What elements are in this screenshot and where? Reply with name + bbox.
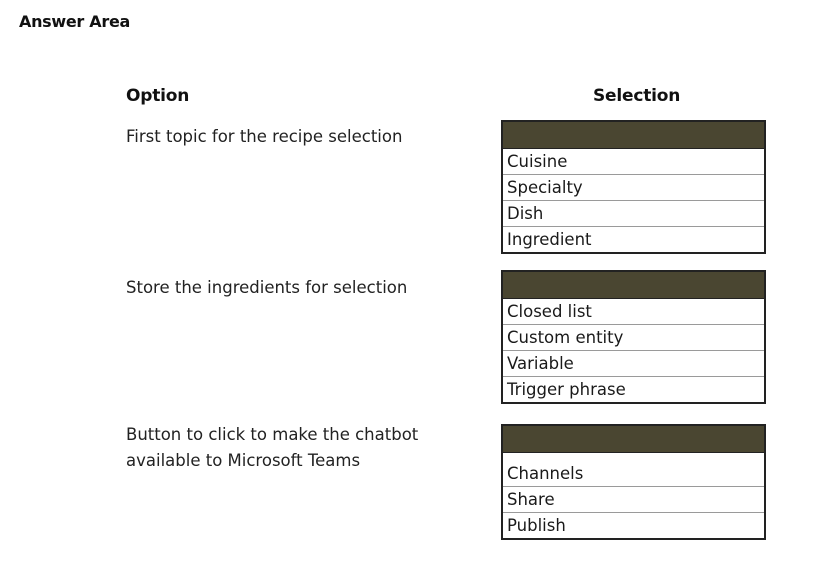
option-custom-entity[interactable]: Custom entity <box>503 325 764 351</box>
row-1-selection-dropdown[interactable] <box>501 120 766 254</box>
answer-area-title: Answer Area <box>19 12 131 31</box>
option-variable[interactable]: Variable <box>503 351 764 377</box>
option-trigger-phrase[interactable]: Trigger phrase <box>507 380 626 399</box>
option-column-header: Option <box>126 86 190 106</box>
row-3-label-line-1: Button to click to make the chatbot <box>126 425 419 444</box>
row-3-selection-dropdown[interactable] <box>501 424 766 540</box>
option-share[interactable]: Share <box>503 487 764 513</box>
option-channels[interactable]: Channels <box>503 461 764 487</box>
dropdown-header[interactable] <box>503 272 764 299</box>
option-ingredient[interactable]: Ingredient <box>507 230 592 249</box>
dropdown-header[interactable] <box>503 122 764 149</box>
row-2-selection-dropdown[interactable] <box>501 270 766 404</box>
option-specialty[interactable]: Specialty <box>503 175 764 201</box>
row-3-label-line-2: available to Microsoft Teams <box>126 451 361 470</box>
selection-column-header: Selection <box>593 86 681 106</box>
dropdown-spacer <box>503 453 764 461</box>
row-2-label: Store the ingredients for selection <box>126 278 408 297</box>
option-cuisine[interactable]: Cuisine <box>503 149 764 175</box>
row-3-label <box>126 422 446 474</box>
dropdown-header[interactable] <box>503 426 764 453</box>
option-closed-list[interactable]: Closed list <box>503 299 764 325</box>
option-publish[interactable]: Publish <box>507 516 566 535</box>
row-1-label: First topic for the recipe selection <box>126 127 403 146</box>
option-dish[interactable]: Dish <box>503 201 764 227</box>
